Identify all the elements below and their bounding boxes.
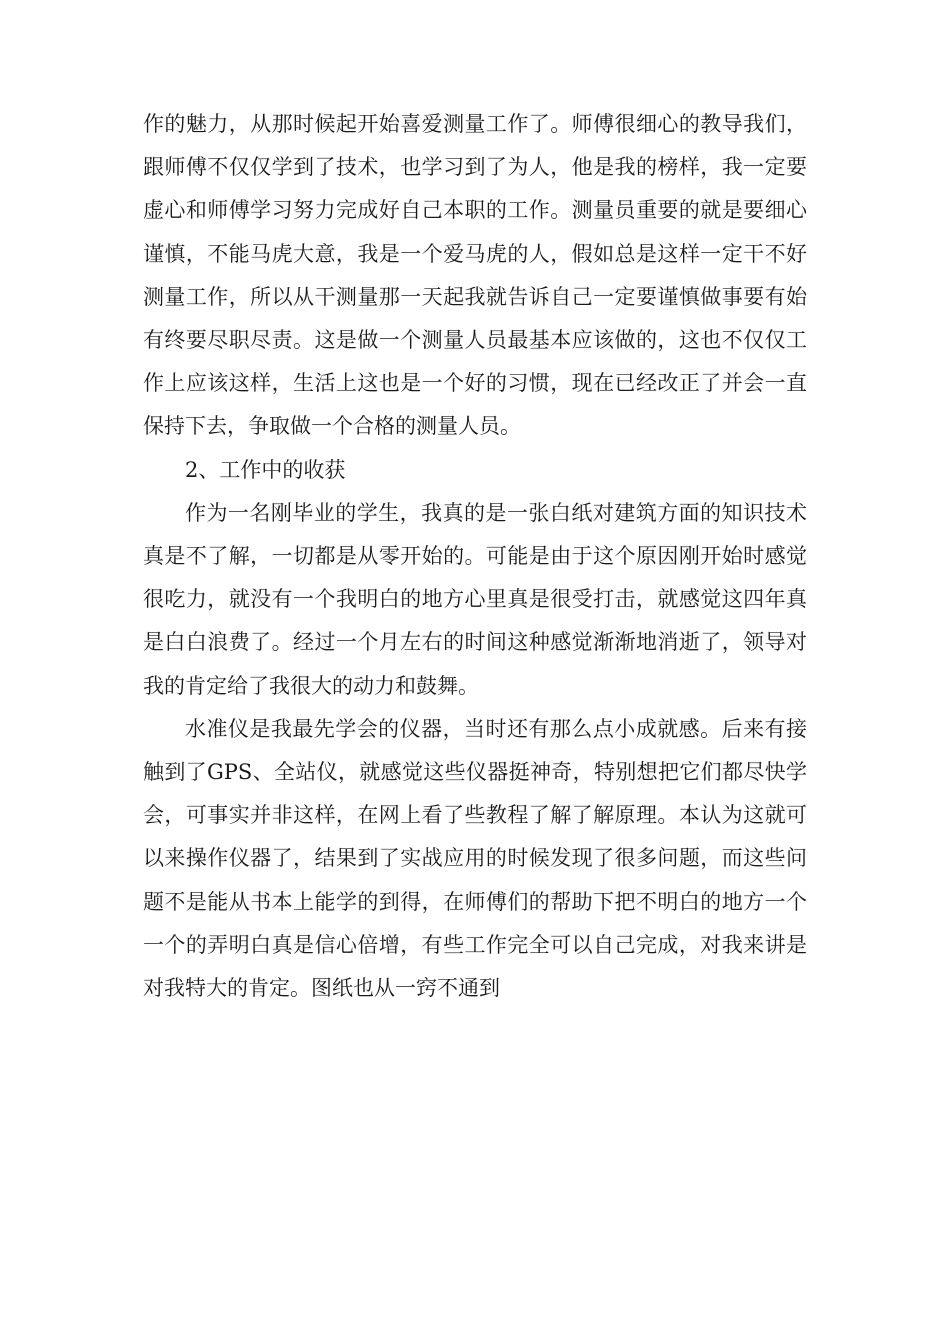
paragraph-instruments: 水准仪是我最先学会的仪器，当时还有那么点小成就感。后来有接触到了GPS、全站仪，就感觉这些仪器挺神奇，特别想把它们都尽快学会，可事实并非这样，在网上看了些教程了解了解原理。本认为这就可以来操作仪器了，结果到了实战应用的时候发现了很多问题，而这些问题不是能从书本上能学的到得，在师傅们的帮助下把不明白的地方一个一个的弄明白真是信心倍增，有些工作完全可以自己完成，对我来讲是对我特大的肯定。图纸也从一窍不通到: [143, 716, 807, 1001]
document-body: [143, 103, 807, 1010]
section-heading-work-gains: 2、工作中的收获: [185, 457, 346, 482]
paragraph-new-graduate: 作为一名刚毕业的学生，我真的是一张白纸对建筑方面的知识技术真是不了解，一切都是从零开始的。可能是由于这个原因刚开始时感觉很吃力，就没有一个我明白的地方心里真是很受打击，就感觉这四年真是白白浪费了。经过一个月左右的时间这种感觉渐渐地消逝了，领导对我的肯定给了我很大的动力和鼓舞。: [143, 500, 807, 698]
paragraph-continued-intro: 作的魅力，从那时候起开始喜爱测量工作了。师傅很细心的教导我们，跟师傅不仅仅学到了技术，也学习到了为人，他是我的榜样，我一定要虚心和师傅学习努力完成好自己本职的工作。测量员重要的就是要细心谨慎，不能马虎大意，我是一个爱马虎的人，假如总是这样一定干不好测量工作，所以从干测量那一天起我就告诉自己一定要谨慎做事要有始有终要尽职尽责。这是做一个测量人员最基本应该做的，这也不仅仅工作上应该这样，生活上这也是一个好的习惯，现在已经改正了并会一直保持下去，争取做一个合格的测量人员。: [143, 112, 807, 439]
